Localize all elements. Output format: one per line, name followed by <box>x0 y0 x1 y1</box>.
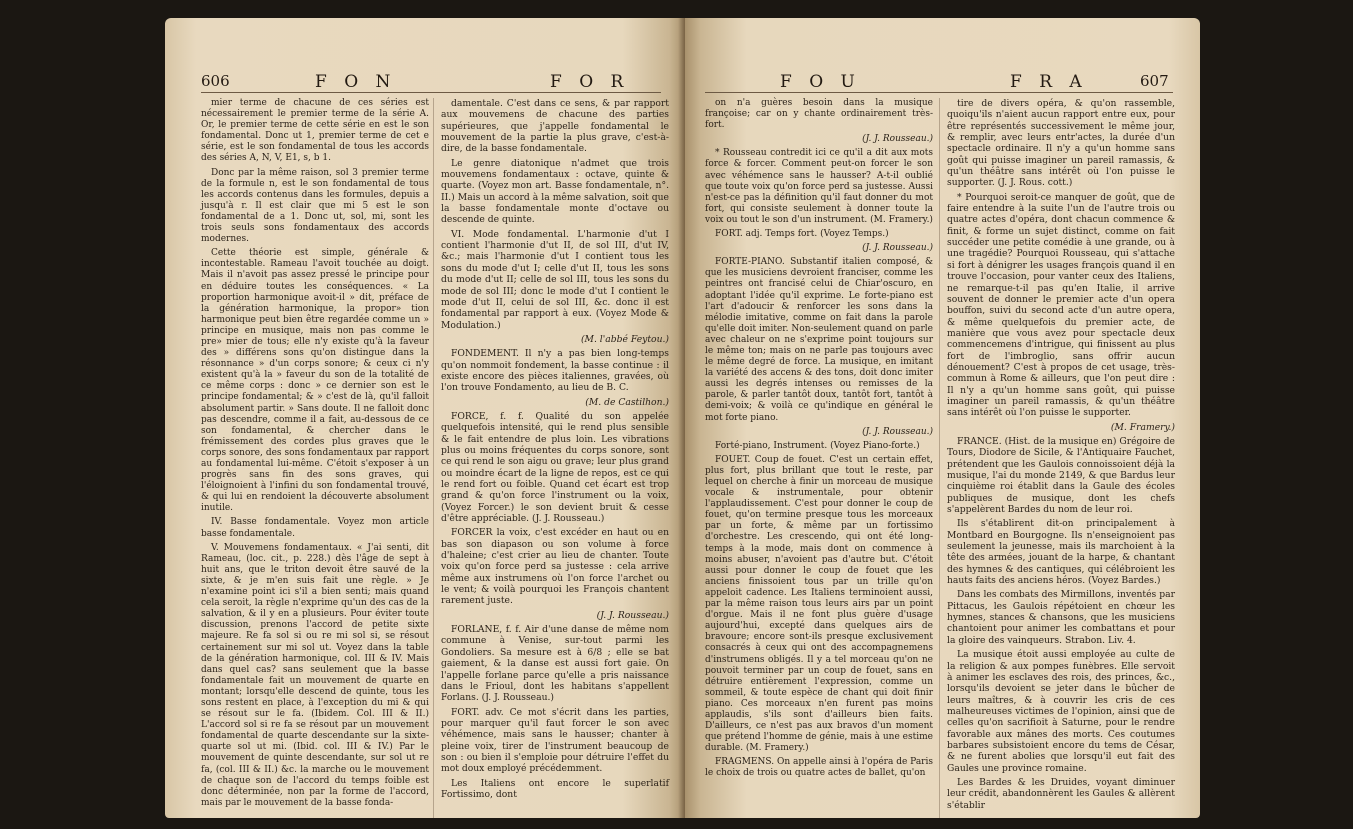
page-number: 607 <box>1140 72 1169 90</box>
paragraph: FORTE-PIANO. Substantif italien composé, & que les musiciens devroient franciser, comme les peintres ont francisé celui de Chiar'oscuro, en adoptant l'idée qu'il exprime. Le forte-piano est l'art d'adoucir & renforcer les sons dans la mélodie imitative, comme on fait dans la parole qu'elle doit imiter. Non-seulement quand on parle avec chaleur on ne s'exprime point toujours sur le même ton; mais on ne parle pas toujours avec le même degré de force. La musique, en imitant la variété des accens & des tons, doit donc imiter aussi les degrés intenses ou remisses de la parole, & parler tantôt doux, tantôt fort, tantôt à demi-voix; & voilà ce qu'indique en général le mot forte piano. <box>705 257 933 423</box>
paragraph: FORLANE, f. f. Air d'une danse de même nom commune à Venise, sur-tout parmi les Gondoliers. Sa mesure est à 6/8 ; elle se bat gaiement, & la danse est aussi fort gaie. On l'appelle forlane parce qu'elle a pris naissance dans le Frioul, dont les habitans s'appellent Forlans. (J. J. Rousseau.) <box>441 624 669 704</box>
paragraph: (J. J. Rousseau.) <box>862 134 933 145</box>
paragraph: FORT. adj. Temps fort. (Voyez Temps.) <box>715 229 889 240</box>
text-column-1 <box>705 98 933 783</box>
left-page <box>165 18 685 818</box>
paragraph: VI. Mode fondamental. L'harmonie d'ut I contient l'harmonie d'ut II, de sol III, d'ut IV, &c.; mais l'harmonie d'ut I contient tous les sons du mode d'ut I; celle d'ut II, tous les sons du mode d'ut II; celle de sol III, tous les sons du mode de sol III; donc le mode d'ut I contient le mode d'ut II, celui de sol III, &c. donc il est fondamental par rapport à eux. (Voyez Mode & Modulation.) <box>441 228 669 331</box>
paragraph: tire de divers opéra, & qu'on rassemble, quoiqu'ils n'aient aucun rapport entre eux, pour être représentés successivement le même jour, & remplir, avec leurs entr'actes, la durée d'un spectacle ordinaire. Il n'y a qu'un homme sans goût qui puisse imaginer un pareil ramassis, & qu'un théâtre sans intérêt où l'on puisse le supporter. (J. J. Rous. cott.) <box>947 98 1175 189</box>
paragraph: (J. J. Rousseau.) <box>596 609 669 621</box>
header-rule <box>201 92 661 93</box>
paragraph: on n'a guères besoin dans la musique françoise; car on y chante ordinairement très-fort. <box>705 98 933 131</box>
paragraph: (M. Framery.) <box>1110 421 1175 433</box>
paragraph: FONDEMENT. Il n'y a pas bien long-temps qu'on nommoit fondement, la basse continue : il existe encore des pièces italiennes, gravées, où l'on trouve Fondamento, au lieu de B. C. <box>441 348 669 394</box>
paragraph: (M. de Castilhon.) <box>585 396 669 408</box>
paragraph: IV. Basse fondamentale. Voyez mon article basse fondamentale. <box>201 517 429 539</box>
running-header-left: F O U <box>780 72 861 92</box>
paragraph: damentale. C'est dans ce sens, & par rapport aux mouvemens de chacune des parties supérieures, que j'appelle fondamental le mouvement de la partie la plus grave, c'est-à-dire, de la basse fondamentale. <box>441 98 669 155</box>
paragraph: * Pourquoi seroit-ce manquer de goût, que de faire entendre à la suite l'un de l'autre trois ou quatre actes d'opéra, dont chacun commence & finit, & forme un sujet distinct, comme on fait succéder une petite comédie à une grande, ou à une tragédie? Pourquoi Rousseau, qui s'attache si fort à dénigrer les usages françois quand il en trouve l'occasion, pour vanter ceux des Italiens, ne remarque-t-il pas qu'en Italie, il arrive souvent de donner le premier acte d'un opera bouffon, suivi du second acte d'un autre opera, & même quelquefois du premier acte, de manière que vous avez pour spectacle deux commencemens d'intrigue, qui finissent au plus fort de l'imbroglio, sans offrir aucun dénouement? C'est à propos de cet usage, très-commun à Rome & ailleurs, que l'on peut dire : Il n'y a qu'un homme sans goût, qui puisse imaginer un pareil ramassis, & qu'un théâtre sans intérêt où l'on puisse le supporter. <box>947 191 1175 419</box>
paragraph: (M. l'abbé Feytou.) <box>580 333 669 345</box>
paragraph: FRAGMENS. On appelle ainsi à l'opéra de Paris le choix de trois ou quatre actes de ballet, qu'on <box>705 757 933 779</box>
paragraph: Les Italiens ont encore le superlatif Fortissimo, dont <box>441 777 669 800</box>
running-header-left: F O N <box>315 72 397 92</box>
paragraph: FORCER la voix, c'est excéder en haut ou en bas son diapason ou son volume à force d'haleine; c'est crier au lieu de chanter. Toute voix qu'on force perd sa justesse : cela arrive même aux instrumens où l'on force l'archet ou le vent; & voilà pourquoi les François chantent rarement juste. <box>441 527 669 607</box>
paragraph: FORT. adv. Ce mot s'écrit dans les parties, pour marquer qu'il faut forcer le son avec véhémence, mais sans le hausser; chanter à pleine voix, tirer de l'instrument beaucoup de son : ou bien il s'emploie pour détruire l'effet du mot doux employé précédemment. <box>441 706 669 775</box>
paragraph: V. Mouvemens fondamentaux. « J'ai senti, dit Rameau, (loc. cit., p. 228.) dès l'âge de sept à huit ans, que le triton devoit être sauvé de la sixte, & je m'en suis fait une règle. » Je n'examine point ici s'il a bien senti; mais quand cela seroit, la règle n'exprime qu'un des cas de la salvation, & il y en a plusieurs. Pour éviter toute discussion, prenons l'accord de petite sixte majeure. Re fa sol si ou re mi sol si, se résout certainement sur mi sol ut. Voyez dans la table de la génération harmonique, col. III & IV. Mais dans quel cas? sans seulement que la basse fondamentale fait un mouvement de quarte en montant; lorsqu'elle descend de quinte, tous les sons restent en place, à l'exception du mi & qui se résout sur le fa. (Ibidem. Col. III & II.) L'accord sol si re fa se résout par un mouvement fondamental de quarte descendante sur la sixte-quarte sol ut mi. (Ibid. col. III & IV.) Par le mouvement de quinte descendante, sur sol ut re fa, (col. III & II.) &c. la marche ou le mouvement de chaque son de l'accord du temps foible est donc déterminée, non par la forme de l'accord, mais par le mouvement de la basse fonda- <box>201 542 429 808</box>
text-column-2 <box>947 98 1175 814</box>
paragraph: * Rousseau contredit ici ce qu'il a dit aux mots force & forcer. Comment peut-on forcer le son avec véhémence sans le hausser? A-t-il oublié que toute voix qu'on force perd sa justesse. Aussi n'est-ce pas la définition qu'il faut donner du mot fort, qui consiste seulement à donner toute la voix ou tout le son d'un instrument. (M. Framery.) <box>705 148 933 225</box>
running-header-right: F O R <box>550 72 630 92</box>
paragraph: Forté-piano, Instrument. (Voyez Piano-forte.) <box>715 440 920 451</box>
paragraph: (J. J. Rousseau.) <box>862 243 933 254</box>
column-divider <box>433 98 434 818</box>
running-header-right: F R A <box>1010 72 1088 92</box>
text-column-2 <box>441 98 669 803</box>
paragraph: Dans les combats des Mirmillons, inventés par Pittacus, les Gaulois répétoient en chœur les hymnes, stances & chansons, que les musiciens chantoient pour animer les combattans et pour la gloire des vainqueurs. Strabon. Liv. 4. <box>947 589 1175 646</box>
paragraph: FOUET. Coup de fouet. C'est un certain effet, plus fort, plus brillant que tout le reste, par lequel on cherche à finir un morceau de musique vocale & instrumentale, pour obtenir l'applaudissement. C'est pour donner le coup de fouet, qu'on termine presque tous les morceaux par un forte, & même par un fortissimo d'orchestre. Les crescendo, qui ont été long-temps à la mode, mais dont on commence à moins abuser, n'avoient pas d'autre but. C'étoit aussi pour donner le coup de fouet que les anciens finissoient tous par un trille qu'on appeloit cadence. Les Italiens terminoient aussi, par la même raison tous leurs airs par un point d'orgue. Mais il ne font plus guère d'usage aujourd'hui, excepté dans quelques airs de bravoure; encore sont-ils presque exclusivement consacrés à ceux qui ont des accompagnemens d'instrumens obligés. Il y a tel morceau qu'on ne pouvoit terminer par un coup de fouet, sans en détruire entièrement l'expression, comme un sommeil, & toute espèce de chant qui doit finir piano. Ces morceaux n'en furent pas moins applaudis, s'ils sont d'ailleurs bien faits. D'ailleurs, ce n'est pas aux bravos d'un moment que prétend l'homme de génie, mais à une estime durable. (M. Framery.) <box>705 454 933 754</box>
column-divider <box>939 98 940 818</box>
paragraph: FRANCE. (Hist. de la musique en) Grégoire de Tours, Diodore de Sicile, & l'Antiquaire Fauchet, prétendent que les Gaulois connoissoient déjà la musique, l'ai du monde 2149, & que Bardus leur cinquième roi établit dans la Gaule des écoles publiques de musique, dont les chefs s'appelèrent Bardes du nom de leur roi. <box>947 435 1175 516</box>
paragraph: Les Bardes & les Druides, voyant diminuer leur crédit, abandonnèrent les Gaules & allèrent s'établir <box>947 776 1175 811</box>
header-rule <box>705 92 1173 93</box>
paragraph: La musique étoit aussi employée au culte de la religion & aux pompes funèbres. Elle servoit à animer les esclaves des rois, des princes, &c., lorsqu'ils devoient se jeter dans le bûcher de leurs maîtres, & à couvrir les cris de ces malheureuses victimes de l'opinion, ainsi que de celles qu'on sacrifioit à Saturne, pour le rendre favorable aux mânes des morts. Ces coutumes barbares subsistoient encore du tems de César, & ne furent abolies que lorsqu'il eut fait des Gaules une province romaine. <box>947 649 1175 774</box>
right-page <box>685 18 1200 818</box>
paragraph: Cette théorie est simple, générale & incontestable. Rameau l'avoit touchée au doigt. Mais il n'avoit pas assez pressé le principe pour en déduire toutes les conséquences. « La proportion harmonique avoit-il » dit, préface de la génération harmonique, la propor» tion harmonique peut bien être regardée comme un » principe en musique, mais non pas comme le pre» mier de tous; elle n'y existe qu'à la faveur des » différens sons qu'on distingue dans la résonnance » d'un corps sonore; & ceux ci n'y existent qu'à la » faveur du son de la totalité de ce même corps : donc » ce dernier son est le principe fondamental; & » c'est de là, qu'il falloit absolument partir. » Sans doute. Il ne falloit donc pas descendre, comme il a fait, au-dessous de ce son fondamental, & chercher dans le frémissement des cordes plus graves que le corps sonore, des sons fondamentaux par rapport au fondamental lui-même. C'étoit s'exposer à un progrès sans fin des sons graves, qui l'éloignoient à l'infini du son fondamental trouvé, & qui lui en rendoient la découverte absolument inutile. <box>201 248 429 514</box>
page-number: 606 <box>201 72 230 90</box>
paragraph: Donc par la même raison, sol 3 premier terme de la formule n, est le son fondamental de tous les accords contenus dans les formules, depuis a jusqu'à r. Il est clair que mi 5 est le son fondamental de a 1. Donc ut, sol, mi, sont les trois seuls sons fondamentaux des accords modernes. <box>201 167 429 245</box>
paragraph: (J. J. Rousseau.) <box>862 426 933 437</box>
paragraph: mier terme de chacune de ces séries est nécessairement le premier terme de la série A. Or, le premier terme de cette série en est le son fondamental. Donc ut 1, premier terme de cet e série, est le son fondamental de tous les accords des séries A, N, V, E1, s, b 1. <box>201 98 429 164</box>
paragraph: Ils s'établirent dit-on principalement à Montbard en Bourgogne. Ils n'enseignoient pas seulement la jeunesse, mais ils marchoient à la tête des armées, jouant de la harpe, & chantant des hymnes & des cantiques, qui célébroient les hauts faits des anciens héros. (Voyez Bardes.) <box>947 518 1175 587</box>
paragraph: FORCE, f. f. Qualité du son appelée quelquefois intensité, qui le rend plus sensible & le fait entendre de plus loin. Les vibrations plus ou moins fréquentes du corps sonore, sont ce qui rend le son aigu ou grave; leur plus grand ou moindre écart de la ligne de repos, est ce qui le rend fort ou foible. Quand cet écart est trop grand & qu'on force l'instrument ou la voix, (Voyez Forcer.) le son devient bruit & cesse d'être appréciable. (J. J. Rousseau.) <box>441 410 669 525</box>
text-column-1 <box>201 98 429 812</box>
paragraph: Le genre diatonique n'admet que trois mouvemens fondamentaux : octave, quinte & quarte. (Voyez mon art. Basse fondamentale, n°. II.) Mais un accord à la même salvation, soit que la basse fondamentale monte d'octave ou descende de quinte. <box>441 157 669 226</box>
